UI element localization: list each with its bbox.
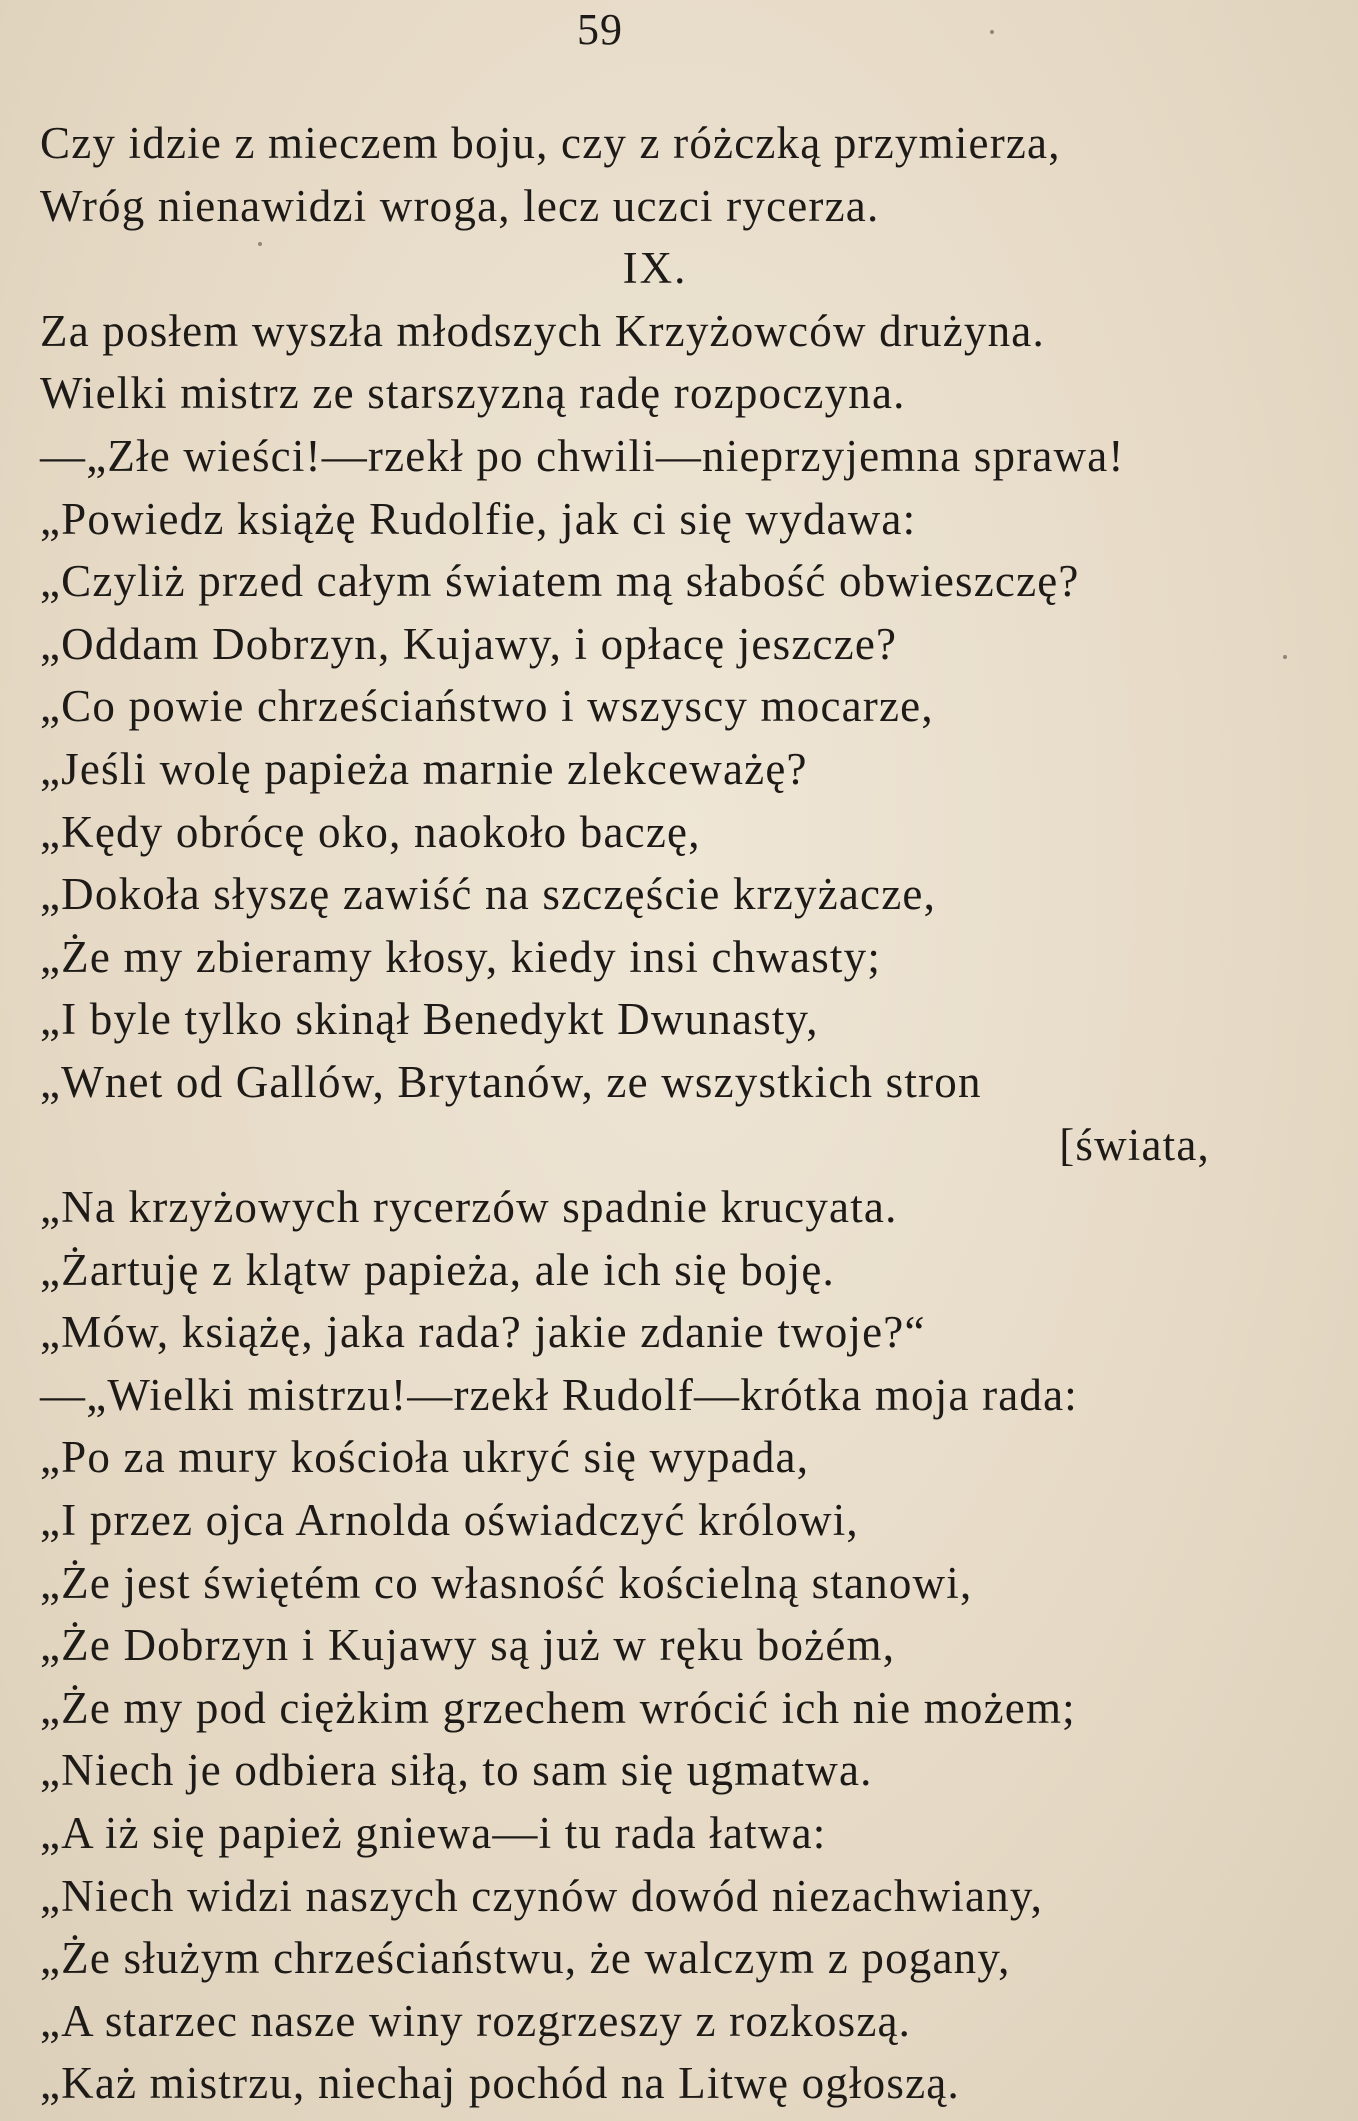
poem-line: „Co powie chrześciaństwo i wszyscy mocarze, bbox=[40, 681, 934, 732]
poem-line: „Niech widzi naszych czynów dowód niezachwiany, bbox=[40, 1870, 1044, 1921]
poem-line: „Po za mury kościoła ukryć się wypada, bbox=[40, 1432, 810, 1483]
paper-speck bbox=[258, 242, 262, 246]
poem-line: „Na krzyżowych rycerzów spadnie krucyata. bbox=[40, 1182, 898, 1233]
poem-line: „Że Dobrzyn i Kujawy są już w ręku bożém, bbox=[40, 1620, 896, 1671]
poem-line: —„Wielki mistrzu!—rzekł Rudolf—krótka moja rada: bbox=[40, 1369, 1078, 1420]
poem-line: „Dokoła słyszę zawiść na szczęście krzyżacze, bbox=[40, 869, 937, 920]
poem-line: Za posłem wyszła młodszych Krzyżowców drużyna. bbox=[40, 305, 1045, 356]
poem-line: „Mów, książę, jaka rada? jakie zdanie twoje?“ bbox=[40, 1307, 926, 1358]
poem-line: Czy idzie z mieczem boju, czy z różczką przymierza, bbox=[40, 118, 1061, 168]
poem-line-continuation: [świata, bbox=[1059, 1119, 1210, 1170]
paper-speck bbox=[1283, 655, 1287, 659]
poem-line: „Że jest świętém co własność kościelną stanowi, bbox=[40, 1557, 973, 1608]
poem-line: „Żartuję z klątw papieża, ale ich się boję. bbox=[40, 1244, 835, 1295]
poem-line: „Niech je odbiera siłą, to sam się ugmatwa. bbox=[40, 1745, 873, 1796]
poem-line: „Oddam Dobrzyn, Kujawy, i opłacę jeszcze? bbox=[40, 618, 898, 669]
poem-line: „Kędy obrócę oko, naokoło baczę, bbox=[40, 806, 701, 857]
poem-line: „Że my pod ciężkim grzechem wrócić ich nie możem; bbox=[40, 1682, 1076, 1733]
poem-line: „Czyliż przed całym światem mą słabość obwieszczę? bbox=[40, 556, 1080, 607]
poem-line: „Każ mistrzu, niechaj pochód na Litwę ogłoszą. bbox=[40, 2058, 960, 2109]
poem-line: „Powiedz książę Rudolfie, jak ci się wydawa: bbox=[40, 493, 917, 544]
poem-line: Wróg nienawidzi wroga, lecz uczci rycerza. bbox=[40, 180, 880, 231]
section-heading: IX. bbox=[622, 243, 688, 294]
poem-line: Wielki mistrz ze starszyzną radę rozpoczyna. bbox=[40, 368, 906, 419]
poem-line: „A starzec nasze winy rozgrzeszy z rozkoszą. bbox=[40, 1995, 912, 2046]
poem-line: „Wnet od Gallów, Brytanów, ze wszystkich stron bbox=[40, 1056, 982, 1107]
poem-line: „Jeśli wolę papieża marnie zlekceważę? bbox=[40, 743, 808, 794]
poem-line: „Że służym chrześciaństwu, że walczym z pogany, bbox=[40, 1933, 1011, 1984]
poem-line: „I przez ojca Arnolda oświadczyć królowi, bbox=[40, 1495, 859, 1546]
poem-line: —„Złe wieści!—rzekł po chwili—nieprzyjemna sprawa! bbox=[40, 430, 1125, 481]
paper-speck bbox=[990, 30, 994, 34]
poem-line: „Że my zbieramy kłosy, kiedy insi chwasty; bbox=[40, 931, 882, 982]
poem-line: „A iż się papież gniewa—i tu rada łatwa: bbox=[40, 1808, 827, 1859]
poem-line: „I byle tylko skinął Benedykt Dwunasty, bbox=[40, 994, 819, 1045]
poem-text bbox=[40, 112, 1210, 2115]
page-number: 59 bbox=[577, 5, 623, 54]
